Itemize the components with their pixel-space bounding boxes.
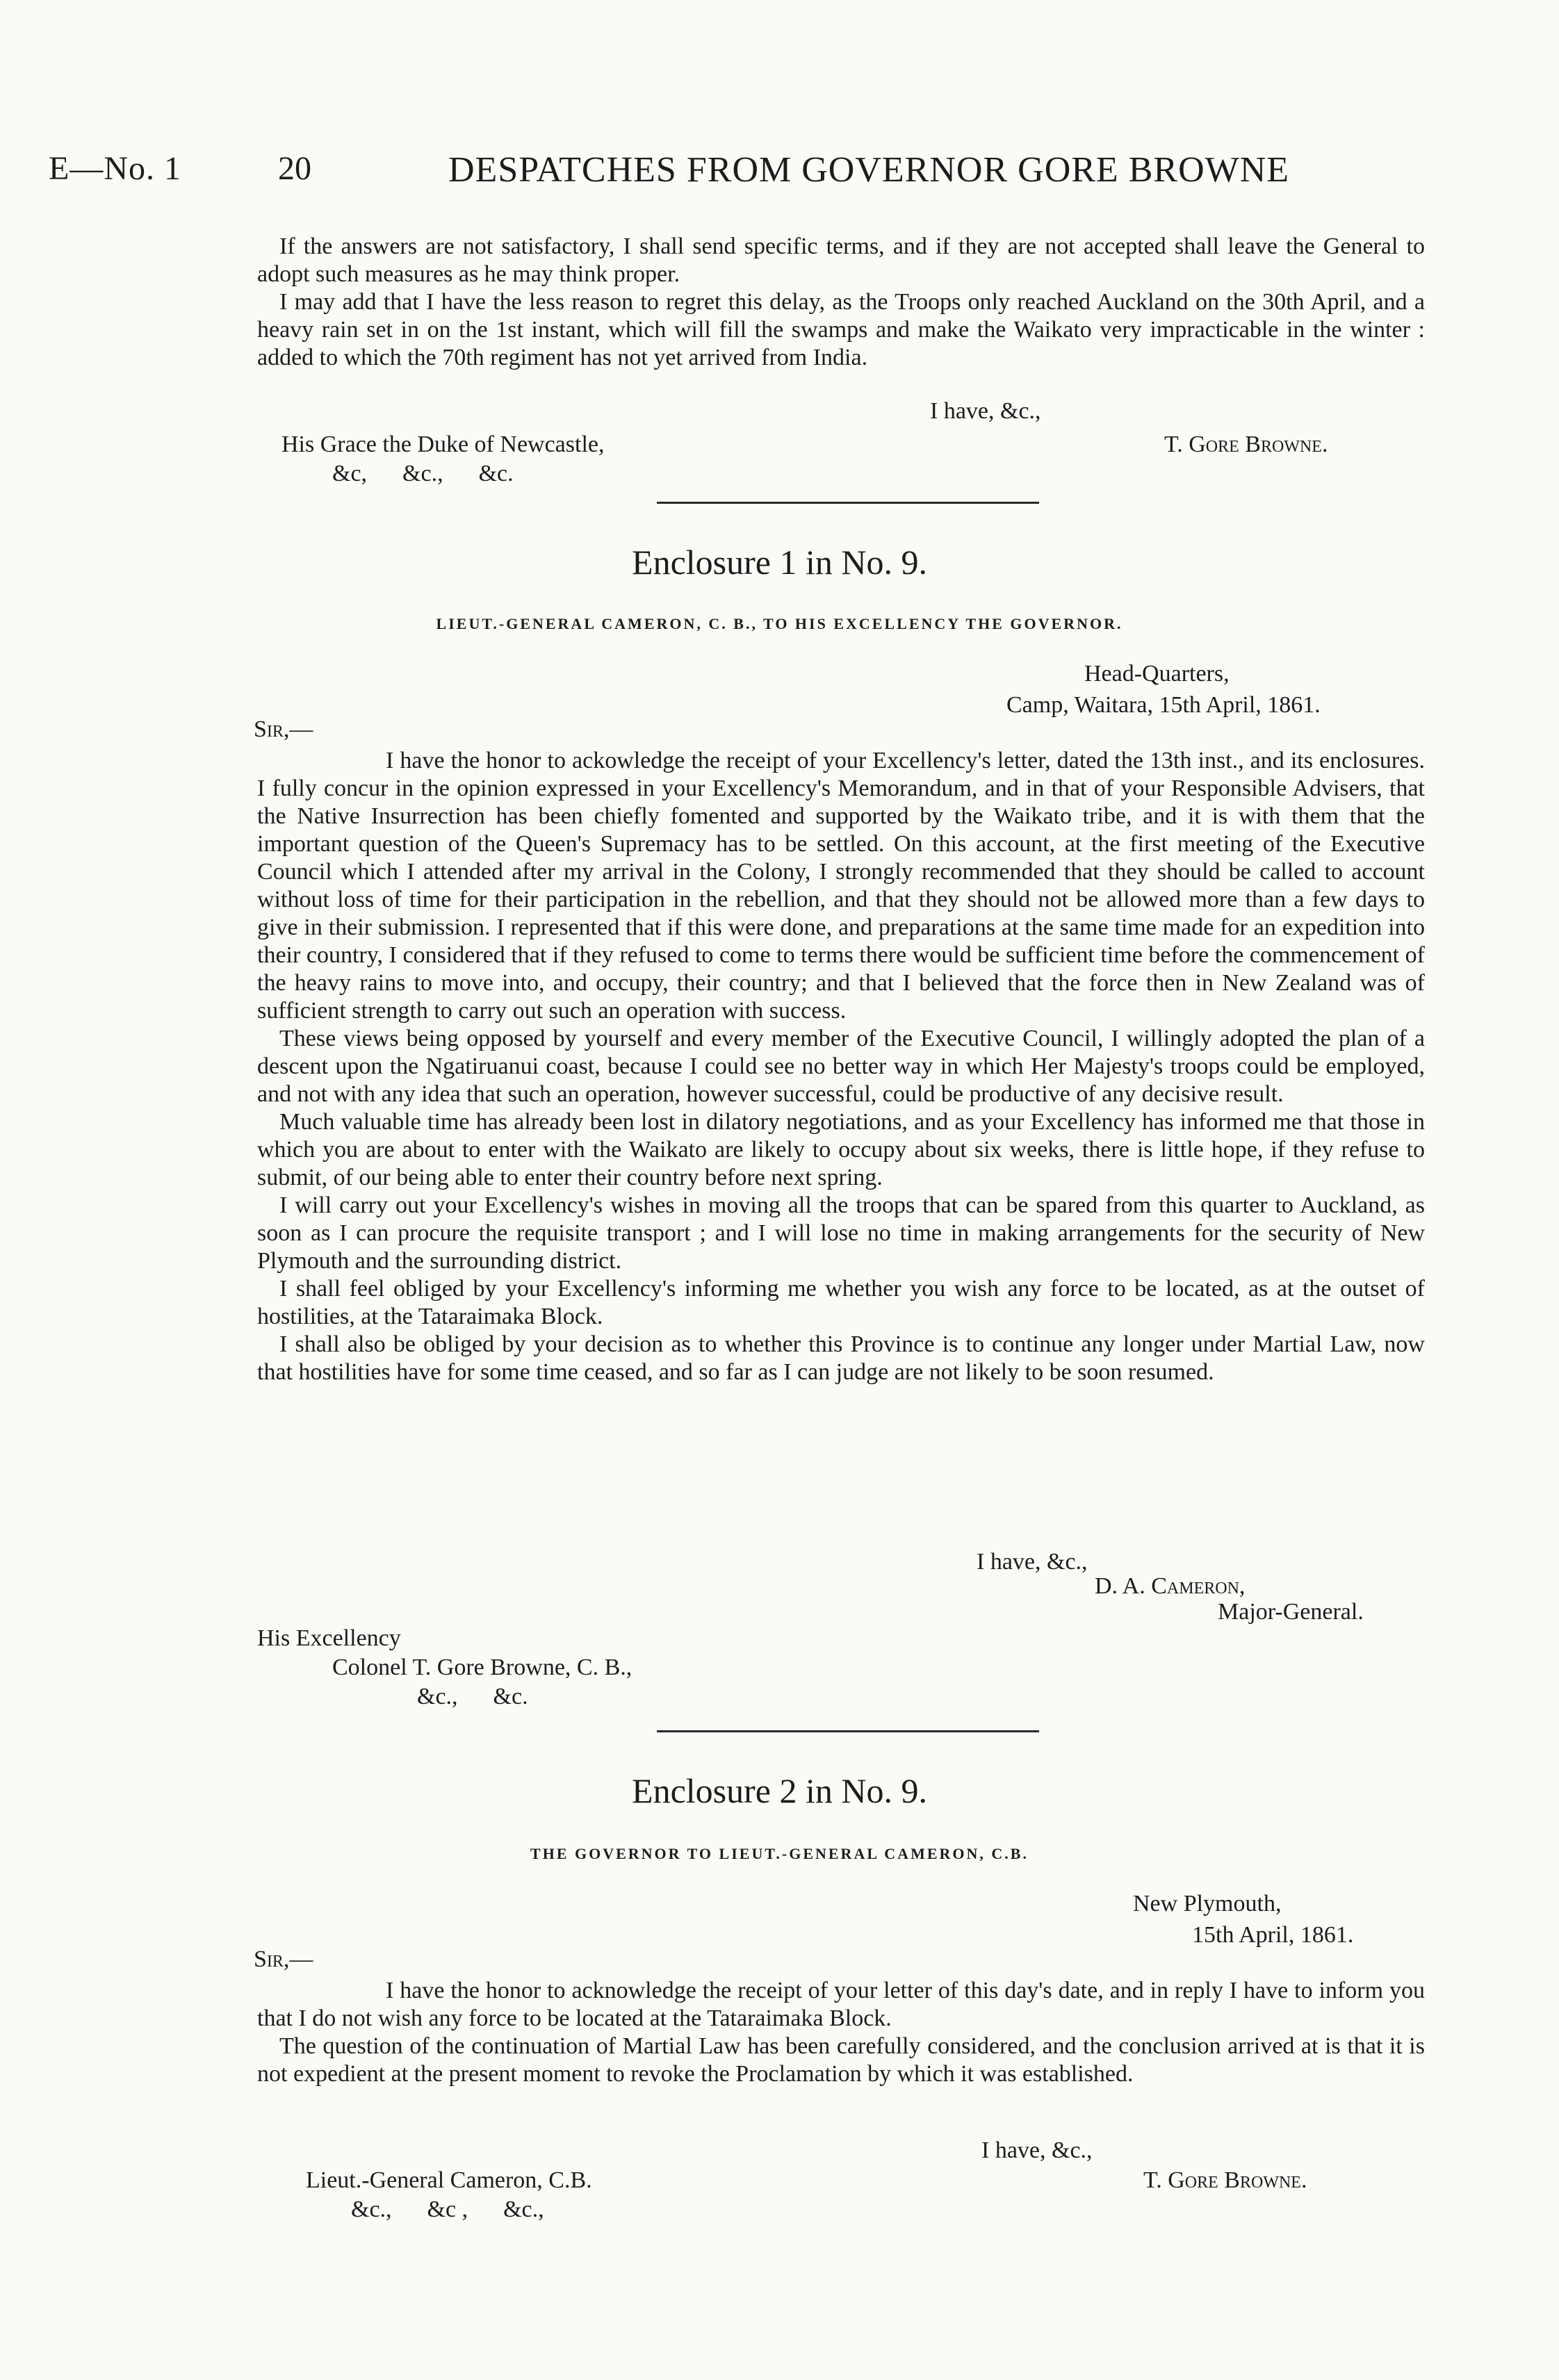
paragraph: I shall feel obliged by your Excellency's informing me whether you wish any force to be located, as at the outset of hostilities, at the Tataraimaka Block.	[257, 1276, 1425, 1329]
despatch-body	[257, 233, 1425, 372]
addressee-line: His Excellency	[257, 1625, 401, 1651]
enclosure-subtitle: LIEUT.-GENERAL CAMERON, C. B., TO HIS EXCELLENCY THE GOVERNOR.	[436, 615, 1123, 632]
enclosure-subtitle: THE GOVERNOR TO LIEUT.-GENERAL CAMERON, C.B.	[530, 1845, 1029, 1862]
addressee-line: Colonel T. Gore Browne, C. B.,	[332, 1655, 632, 1680]
section-divider	[657, 1730, 1039, 1732]
closing-line: I have, &c.,	[977, 1549, 1088, 1575]
addressee-line: &c., &c.	[417, 1684, 528, 1709]
page-title: DESPATCHES FROM GOVERNOR GORE BROWNE	[448, 150, 1290, 190]
letter-place: New Plymouth,	[1133, 1891, 1282, 1917]
closing-line: I have, &c.,	[981, 2137, 1093, 2163]
paragraph: These views being opposed by yourself and every member of the Executive Council, I willingly adopted the plan of a descent upon the Ngatiruanui coast, because I could see no better way in which Her Majesty's troops could be employed, and not with any idea that such an operation, however successful, could be productive of any decisive result.	[257, 1026, 1425, 1107]
salutation: Sir,—	[254, 1946, 313, 1972]
addressee-line: His Grace the Duke of Newcastle,	[281, 432, 605, 457]
paragraph: I shall also be obliged by your decision as to whether this Province is to continue any longer under Martial Law, now that hostilities have for some time ceased, and so far as I can judge are not likely to be soon resumed.	[257, 1331, 1425, 1385]
paragraph: If the answers are not satisfactory, I shall send specific terms, and if they are not accepted shall leave the General to adopt such measures as he may think proper.	[257, 233, 1425, 287]
letter-date: Camp, Waitara, 15th April, 1861.	[1006, 692, 1321, 718]
closing-line: I have, &c.,	[930, 398, 1041, 424]
signature: D. A. Cameron,	[1095, 1573, 1246, 1599]
letter-body	[257, 747, 1425, 1386]
letter-body	[257, 1977, 1425, 2088]
running-header	[49, 149, 1510, 205]
paragraph: Much valuable time has already been lost in dilatory negotiations, and as your Excellency has informed me that those in which you are about to enter with the Waikato are likely to occupy about six weeks, there is little hope, if they refuse to submit, of our being able to enter their country before next spring.	[257, 1109, 1425, 1190]
signature: T. Gore Browne.	[1164, 432, 1328, 457]
letter-place: Head-Quarters,	[1084, 661, 1230, 687]
addressee-line: &c., &c , &c.,	[351, 2197, 544, 2222]
addressee-line: Lieut.-General Cameron, C.B.	[306, 2167, 592, 2193]
paragraph: I will carry out your Excellency's wishes in moving all the troops that can be spared from this quarter to Auckland, as soon as I can procure the requisite transport ; and I will lose no time in making arrangements for the security of New Plymouth and the surrounding district.	[257, 1192, 1425, 1274]
salutation: Sir,—	[254, 716, 313, 742]
enclosure-title: Enclosure 2 in No. 9.	[632, 1771, 927, 1810]
paragraph: I have the honor to acknowledge the receipt of your letter of this day's date, and in reply I have to inform you that I do not wish any force to be located at the Tataraimaka Block.	[257, 1978, 1425, 2031]
letter-date: 15th April, 1861.	[1192, 1922, 1354, 1948]
paragraph: I may add that I have the less reason to regret this delay, as the Troops only reached Auckland on the 30th April, and a heavy rain set in on the 1st instant, which will fill the swamps and make the Waikato very impracticable in the winter : added to which the 70th regiment has not yet arrived from India.	[257, 289, 1425, 370]
page-number: 20	[278, 150, 311, 187]
paragraph: The question of the continuation of Martial Law has been carefully considered, and the conclusion arrived at is that it is not expedient at the present moment to revoke the Proclamation by which it was established.	[257, 2033, 1425, 2087]
signature-rank: Major-General.	[1218, 1599, 1364, 1625]
enclosure-title: Enclosure 1 in No. 9.	[632, 543, 927, 582]
addressee-line: &c, &c., &c.	[332, 461, 514, 486]
signature: T. Gore Browne.	[1143, 2167, 1307, 2193]
paragraph: I have the honor to ackowledge the receipt of your Excellency's letter, dated the 13th inst., and its enclosures. I fully concur in the opinion expressed in your Excellency's Memorandum, and in that of your Responsible Advisers, that the Native Insurrection has been chiefly fomented and supported by the Waikato tribe, and it is with them that the important question of the Queen's Supremacy has to be settled. On this account, at the first meeting of the Executive Council which I attended after my arrival in the Colony, I strongly recommended that they should be called to account without loss of time for their participation in the rebellion, and that they should not be allowed more than a few days to give in their submission. I represented that if this were done, and preparations at the same time made for an expedition into their country, I considered that if they refused to come to terms there would be sufficient time before the commencement of the heavy rains to move into, and occupy, their country; and that I believed that the force then in New Zealand was of sufficient strength to carry out such an operation with success.	[257, 748, 1425, 1024]
document-reference: E—No. 1	[49, 150, 181, 187]
section-divider	[657, 502, 1039, 504]
